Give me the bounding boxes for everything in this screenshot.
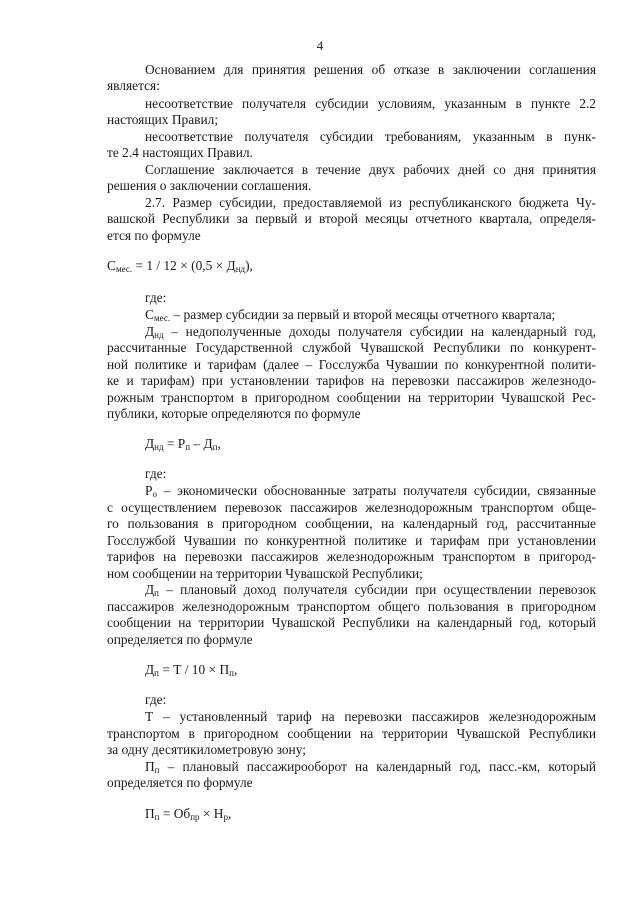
text-line: Соглашение заключается в течение двух рабочих дней со дня принятия	[145, 162, 596, 177]
text-line: Т – установленный тариф на перевозки пассажиров железнодорожным	[145, 709, 596, 724]
formula-line	[145, 436, 221, 452]
text-line: несоответствие получателя субсидии условиям, указанным в пункте 2.2	[145, 96, 596, 111]
page-number: 4	[316, 38, 324, 53]
formula-c-mes: $С_{мес.} = 1 / 12 \times (0,5 \times Д_{нд})$,	[107, 258, 253, 274]
text-line: является:	[107, 78, 160, 93]
d-p-definition: $Д_п$ – плановый доход получателя субсидии при осуществлении перевозок	[145, 582, 596, 598]
text-line: Основанием для принятия решения об отказе в заключении соглашения	[145, 62, 596, 77]
text-line: где:	[145, 692, 167, 707]
text-line: за одну десятикилометровую зону;	[107, 742, 306, 757]
text-line: го пользования в пригородном сообщении, на календарный год, рассчитанные	[107, 516, 596, 531]
text-line: рожным транспортом в пригородном сообщении на территории Чувашской Рес-	[107, 390, 596, 405]
formula-line	[145, 806, 231, 822]
text-line: ется по формуле	[107, 228, 201, 243]
formula-line	[145, 582, 596, 598]
text-line: сообщении на территории Чувашской Республики на календарный год, который	[107, 615, 596, 630]
formula-d-nd: $Д_{нд} = Р_п - Д_п$,	[145, 436, 221, 452]
text-line: с осуществлением перевозок пассажиров железнодорожным транспортом обще-	[107, 500, 596, 515]
text-line: где:	[145, 466, 167, 481]
text-line: пассажиров железнодорожным транспортом общего пользования в пригородном	[107, 599, 596, 614]
text-line: настоящих Правил;	[107, 112, 219, 127]
d-nd-definition: $Д_{нд}$ – недополученные доходы получателя субсидии на календарный год,	[145, 324, 596, 340]
formula-line	[145, 324, 596, 340]
text-line: где:	[145, 290, 167, 305]
text-line: определяется по формуле	[107, 775, 253, 790]
text-line: решения о заключении соглашения.	[107, 178, 312, 193]
c-mes-definition: $С_{мес.}$ – размер субсидии за первый и второй месяцы отчетного квартала;	[145, 307, 556, 323]
text-line: несоответствие получателя субсидии требованиям, указанным в пунк-	[145, 129, 596, 144]
text-line: 2.7. Размер субсидии, предоставляемой из республиканского бюджета Чу-	[145, 195, 596, 210]
text-line: ной политике и тарифам (далее – Госслужба Чувашии по конкурентной полити-	[107, 357, 596, 372]
formula-line	[145, 307, 555, 323]
text-line: Госслужбой Чувашии по конкурентной политике и тарифам при установлении	[107, 533, 596, 548]
formula-line	[145, 759, 596, 775]
formula-p-p: $П_п = Об_{пр} \times Н_р$,	[145, 806, 232, 822]
text-line: определяется по формуле	[107, 632, 253, 647]
text-line: вашской Республики за первый и второй месяцы отчетного квартала, определя-	[107, 211, 596, 226]
formula-d-p: $Д_п = Т / 10 \times П_п$,	[145, 662, 238, 678]
text-line: рассчитанные Государственной службой Чувашской Республики по конкурент-	[107, 340, 596, 355]
text-line: тарифов на перевозки пассажиров железнодорожным транспортом в пригород-	[107, 549, 596, 564]
formula-line	[107, 258, 253, 274]
p-p-definition: $П_п$ – плановый пассажирооборот на календарный год, пасс.-км, который	[145, 759, 596, 775]
p-o-definition: $Р_о$ – экономически обоснованные затраты получателя субсидии, связанные	[145, 483, 596, 499]
text-line: ном сообщении на территории Чувашской Республики;	[107, 566, 423, 581]
formula-line	[145, 662, 237, 678]
text-line: ке и тарифам) при установлении тарифов на перевозки пассажиров железнодо-	[107, 373, 596, 388]
text-line: транспортом в пригородном сообщении на территории Чувашской Республики	[107, 726, 596, 741]
text-line: те 2.4 настоящих Правил.	[107, 145, 253, 160]
text-line: публики, которые определяются по формуле	[107, 406, 361, 421]
formula-line	[145, 483, 596, 499]
